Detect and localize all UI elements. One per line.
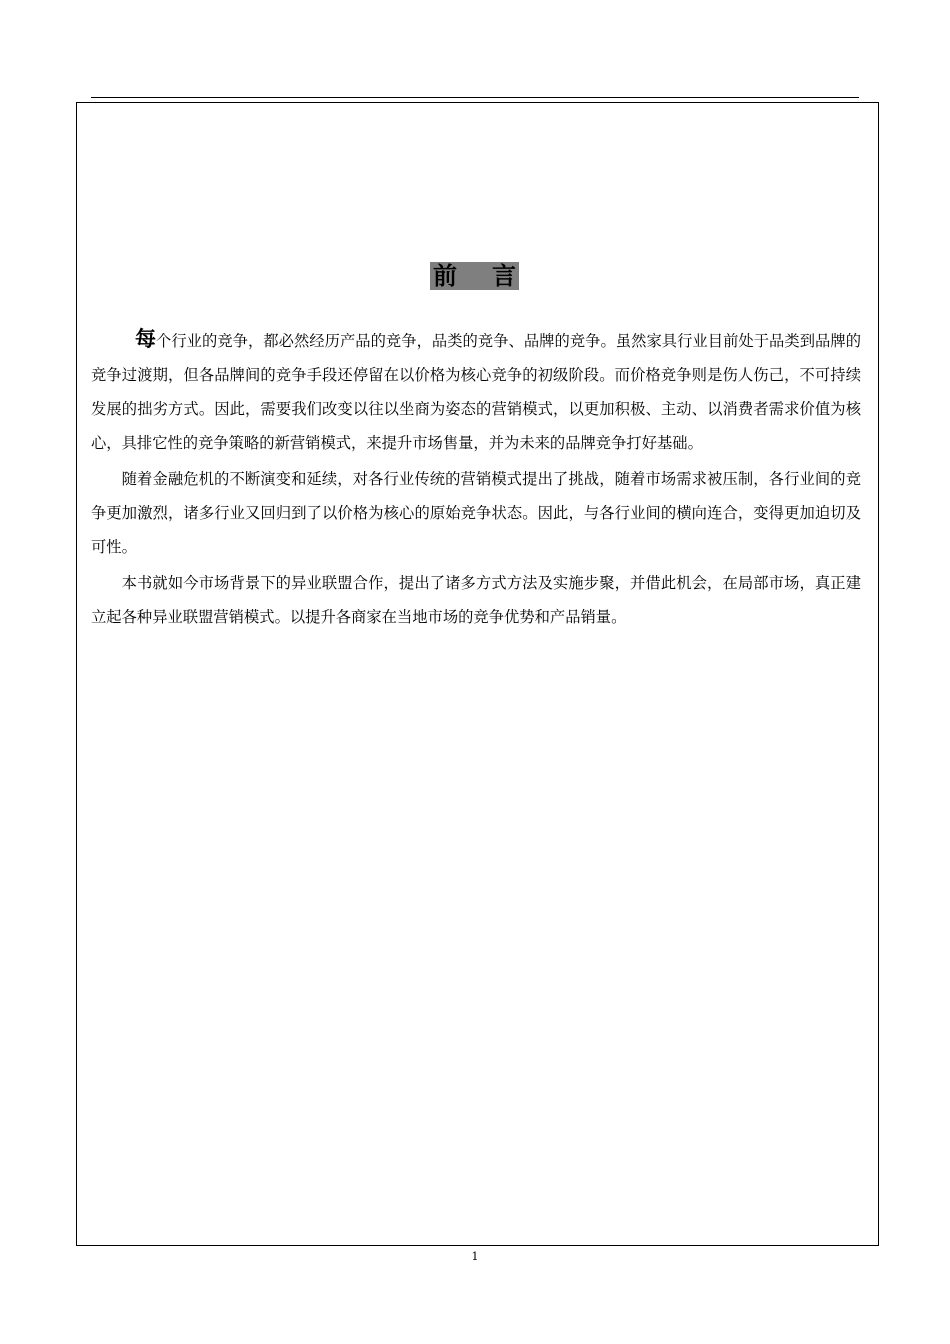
paragraph-1 bbox=[91, 324, 861, 460]
paragraph-3: 本书就如今市场背景下的异业联盟合作，提出了诸多方式方法及实施步聚，并借此机会，在局部市场，真正建立起各种异业联盟营销模式。以提升各商家在当地市场的竞争优势和产品销量。 bbox=[91, 574, 861, 626]
title-char-1: 前 bbox=[433, 261, 457, 290]
drop-cap: 每 bbox=[135, 326, 156, 351]
paragraph-2: 随着金融危机的不断演变和延续，对各行业传统的营销模式提出了挑战，随着市场需求被压制，各行业间的竞争更加激烈，诸多行业又回归到了以价格为核心的原始竞争状态。因此，与各行业间的横向连合，变得更加迫切及可性。 bbox=[91, 470, 861, 556]
title-char-2: 言 bbox=[492, 261, 516, 290]
paragraph-1-text: 个行业的竞争，都必然经历产品的竞争，品类的竞争、品牌的竞争。虽然家具行业目前处于品类到品牌的竞争过渡期，但各品牌间的竞争手段还停留在以价格为核心竞争的初级阶段。而价格竞争则是伤人伤己，不可持续发展的拙劣方式。因此，需要我们改变以往以坐商为姿态的营销模式，以更加积极、主动、以消费者需求价值为核心，具排它性的竞争策略的新营销模式，来提升市场售量，并为未来的品牌竞争打好基础。 bbox=[91, 332, 861, 452]
header-rule bbox=[91, 97, 859, 98]
page-number: 1 bbox=[471, 1250, 479, 1263]
page-title bbox=[430, 262, 519, 290]
body-text bbox=[91, 324, 861, 636]
